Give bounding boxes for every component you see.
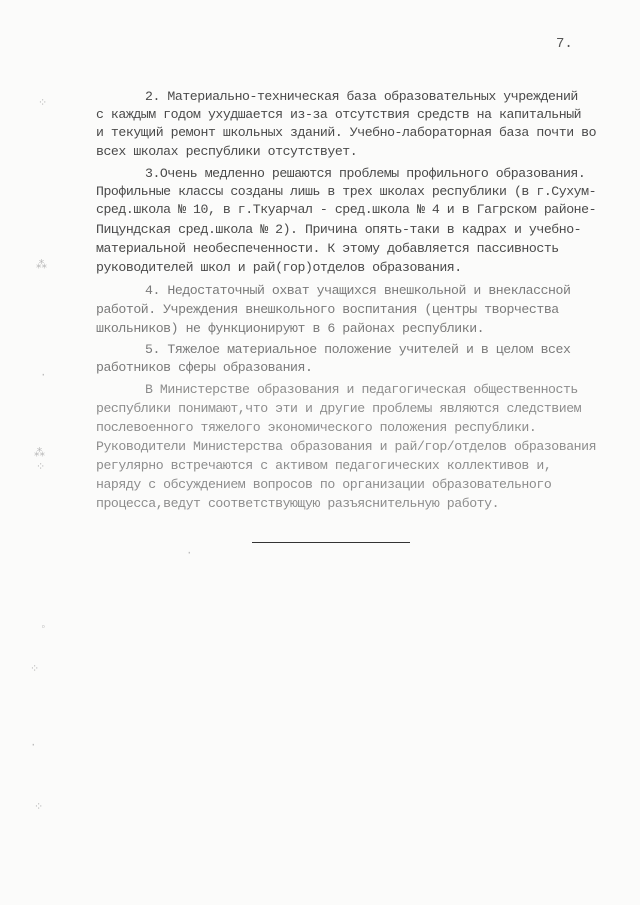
text-line: материальной необеспеченности. К этому добавляется пассивность (96, 241, 559, 256)
text-line: 2. Материально-техническая база образовательных учреждений (145, 89, 578, 104)
text-line: школьников) не функционируют в 6 районах республики. (96, 321, 485, 336)
scan-speck: · (186, 548, 193, 560)
scan-speck: ⁘ (34, 802, 44, 814)
text-line: работников сферы образования. (96, 360, 313, 375)
text-line: регулярно встречаются с активом педагогических коллективов и, (96, 458, 552, 473)
text-line: Руководители Министерства образования и рай/гор/отделов образования (96, 439, 597, 454)
scan-speck: ⁘ (38, 98, 48, 110)
text-line: наряду с обсуждением вопросов по организации образовательного (96, 477, 552, 492)
text-line: послевоенного тяжелого экономического положения республики. (96, 420, 537, 435)
scan-speck: ⁂ (36, 260, 47, 272)
text-line: всех школах республики отсутствует. (96, 144, 358, 159)
closing-rule (252, 542, 410, 543)
scan-speck: ⁘ (30, 664, 40, 676)
scan-speck: · (30, 740, 37, 752)
text-line: сред.школа № 10, в г.Ткуарчал - сред.школа № 4 и в Гагрском районе- (96, 202, 597, 217)
text-line: республики понимают,что эти и другие проблемы являются следствием (96, 401, 582, 416)
text-line: процесса,ведут соответствующую разъяснительную работу. (96, 496, 500, 511)
text-line: 3.Очень медленно решаются проблемы профильного образования. (145, 166, 586, 181)
text-line: Пицундская сред.школа № 2). Причина опять-таки в кадрах и учебно- (96, 222, 582, 237)
text-line: и текущий ремонт школьных зданий. Учебно-лабораторная база почти во (96, 125, 597, 140)
text-line: руководителей школ и рай(гор)отделов образования. (96, 260, 462, 275)
text-line: с каждым годом ухудшается из-за отсутствия средств на капитальный (96, 107, 582, 122)
page-number: 7. (556, 36, 573, 52)
scan-speck: ⁘ (36, 462, 46, 474)
scan-speck: ◦ (40, 622, 47, 634)
text-line: 5. Тяжелое материальное положение учителей и в целом всех (145, 342, 571, 357)
text-line: 4. Недостаточный охват учащихся внешкольной и внеклассной (145, 283, 571, 298)
text-line: работой. Учреждения внешкольного воспитания (центры творчества (96, 302, 559, 317)
scan-speck: · (40, 370, 47, 382)
text-line: Профильные классы созданы лишь в трех школах республики (в г.Сухум- (96, 184, 597, 199)
scan-speck: ⁂ (34, 448, 45, 460)
text-line: В Министерстве образования и педагогическая общественность (145, 382, 578, 397)
